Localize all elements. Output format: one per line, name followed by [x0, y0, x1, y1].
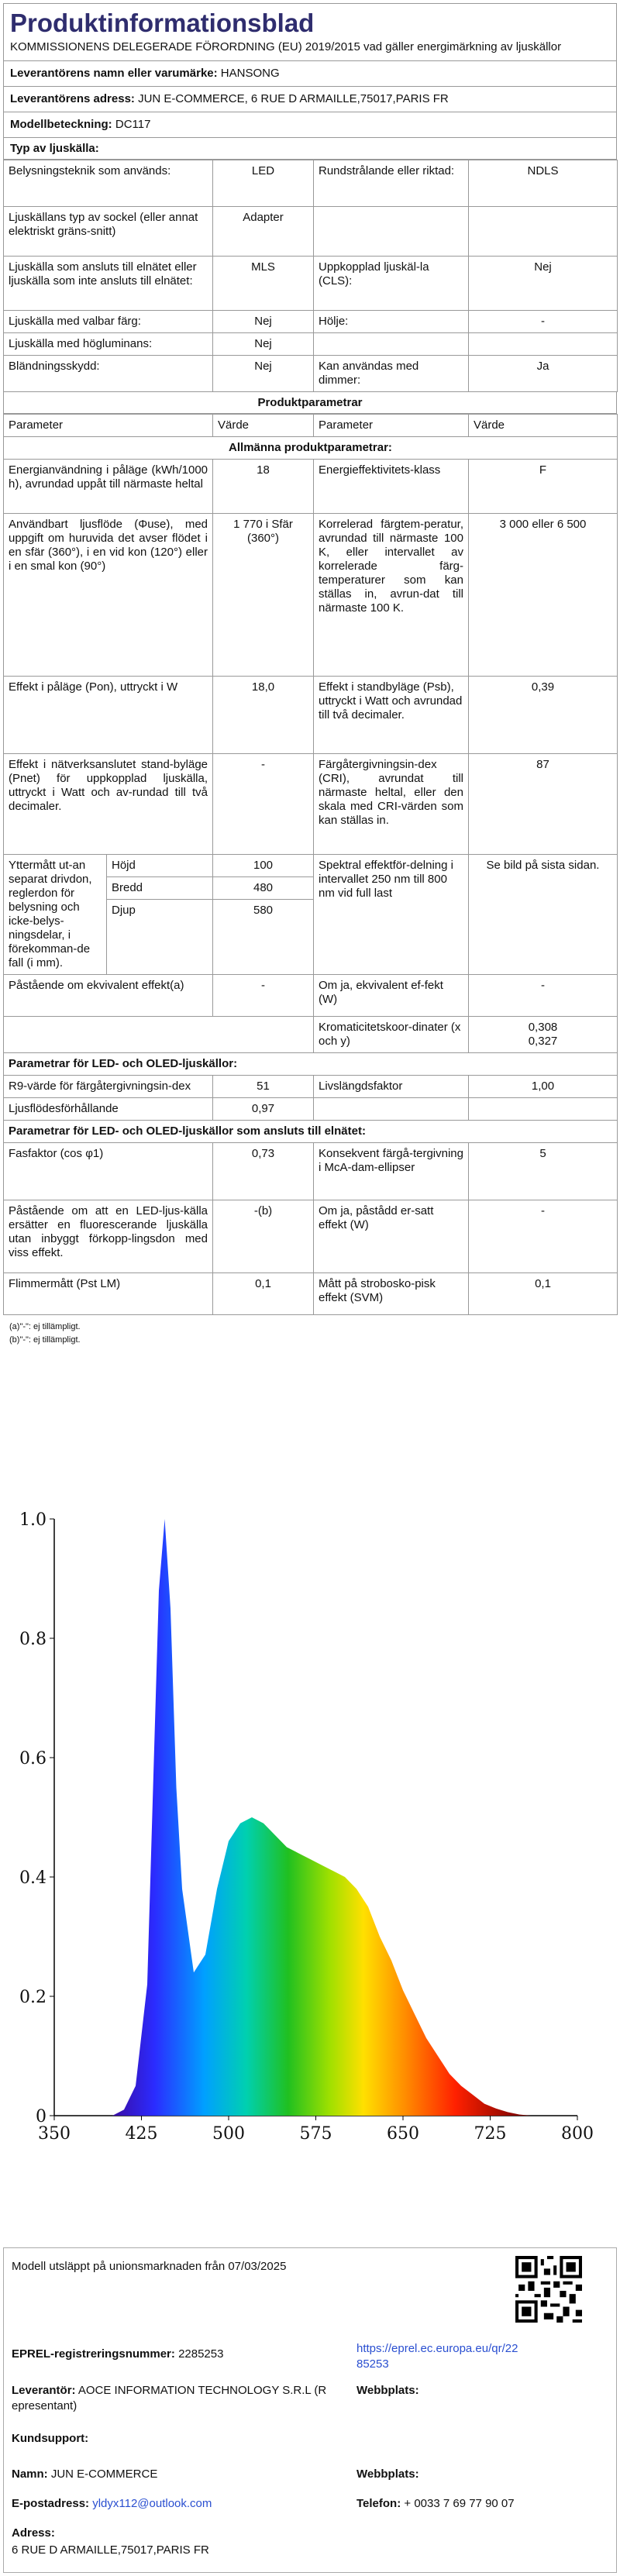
representative-label: Leverantör:	[12, 2384, 76, 2397]
cell: -(b)	[213, 1200, 314, 1273]
cell: Hölje:	[314, 311, 469, 333]
supplier-name: HANSONG	[220, 67, 280, 80]
cell: Nej	[213, 356, 314, 392]
phone-number: + 0033 7 69 77 90 07	[404, 2497, 515, 2510]
width-label: Bredd	[107, 877, 212, 900]
cell: MLS	[213, 257, 314, 311]
cell: Adapter	[213, 207, 314, 257]
cell	[469, 333, 618, 356]
supplier-contact-section	[3, 2247, 617, 2573]
model-row	[3, 112, 617, 138]
cell: -	[213, 975, 314, 1017]
cell: Påstående om att en LED-ljus-källa ersätter en fluorescerande ljuskälla utan inbyggt förkopp-lingsdon med viss effekt.	[4, 1200, 213, 1273]
params-title: Produktparametrar	[3, 392, 617, 414]
email-link[interactable]: yldyx112@outlook.com	[92, 2497, 212, 2510]
cell: Effekt i standbyläge (Psb), uttryckt i Watt och avrundad till två decimaler.	[314, 677, 469, 754]
cell: Energianvändning i påläge (kWh/1000 h), avrundad uppåt till närmaste heltal	[4, 460, 213, 514]
section-row	[4, 1121, 618, 1143]
footnote-a: (a)"-": ej tillämpligt.	[9, 1322, 81, 1331]
cell	[314, 1098, 469, 1121]
table-row	[4, 207, 618, 257]
cell	[469, 1017, 618, 1053]
table-row	[4, 1017, 618, 1053]
type-title: Typ av ljuskälla:	[3, 138, 617, 160]
cell: NDLS	[469, 160, 618, 207]
col-header: Värde	[469, 415, 618, 437]
cell: Belysningsteknik som används:	[4, 160, 213, 207]
cell	[314, 207, 469, 257]
y-tick-label: 0.2	[19, 1988, 46, 2007]
cell: Bländningsskydd:	[4, 356, 213, 392]
cell	[4, 1017, 213, 1053]
cell: Livslängdsfaktor	[314, 1076, 469, 1098]
cell: Ljuskälla med valbar färg:	[4, 311, 213, 333]
dimensions-cell	[4, 855, 213, 975]
cell: Ljusflödesförhållande	[4, 1098, 213, 1121]
cell: 0,73	[213, 1143, 314, 1200]
header	[3, 3, 617, 61]
cell: Ljuskällans typ av sockel (eller annat elektriskt gräns-snitt)	[4, 207, 213, 257]
support-name-label: Namn:	[12, 2468, 48, 2481]
cell	[469, 1098, 618, 1121]
model-label: Modellbeteckning:	[10, 118, 112, 131]
eprel-number: 2285253	[178, 2347, 224, 2361]
x-tick-label: 650	[387, 2124, 419, 2144]
supplier-name-label: Leverantörens namn eller varumärke:	[10, 67, 218, 80]
table-row	[4, 677, 618, 754]
website-label-2: Webbplats:	[356, 2468, 419, 2481]
customer-support-label: Kundsupport:	[12, 2432, 89, 2445]
supplier-name-row	[3, 61, 617, 87]
table-row	[4, 311, 618, 333]
cell: Se bild på sista sidan.	[469, 855, 618, 975]
info-sheet	[3, 3, 617, 1346]
params-table	[3, 414, 618, 1315]
x-tick-label: 725	[474, 2124, 507, 2144]
table-row	[4, 333, 618, 356]
table-row	[4, 460, 618, 514]
x-tick-label: 575	[299, 2124, 332, 2144]
section-row	[4, 1053, 618, 1076]
cell: Om ja, påstådd er-satt effekt (W)	[314, 1200, 469, 1273]
cell: 1 770 i Sfär (360°)	[213, 514, 314, 677]
cell: -	[213, 754, 314, 855]
col-header: Värde	[213, 415, 314, 437]
cell: Mått på strobosko-pisk effekt (SVM)	[314, 1273, 469, 1315]
cell: R9-värde för färgåtergivningsin-dex	[4, 1076, 213, 1098]
page-title: Produktinformationsblad	[10, 9, 315, 37]
table-row	[4, 160, 618, 207]
support-name-row	[12, 2467, 157, 2482]
representative-name: AOCE INFORMATION TECHNOLOGY S.R.L (R epresentant)	[12, 2384, 327, 2412]
cell: -	[469, 975, 618, 1017]
cell: Kromaticitetskoor-dinater (x och y)	[314, 1017, 469, 1053]
cell: Nej	[469, 257, 618, 311]
cell: 87	[469, 754, 618, 855]
x-tick-label: 500	[212, 2124, 245, 2144]
cell: Färgåtergivningsin-dex (CRI), avrundat till närmaste heltal, eller den skala med CRI-värden som kan ställas in.	[314, 754, 469, 855]
y-tick-label: 1.0	[19, 1510, 46, 1530]
table-row	[4, 257, 618, 311]
regulation-subtitle: KOMMISSIONENS DELEGERADE FÖRORDNING (EU) 2019/2015 vad gäller energimärkning av ljuskällor	[10, 40, 562, 53]
cell: Användbart ljusflöde (Φuse), med uppgift om huruvida det avser flödet i en sfär (360°), i en vid kon (120°) eller i en smal kon (90°)	[4, 514, 213, 677]
cell: Ljuskälla som ansluts till elnätet eller ljuskälla som inte ansluts till elnätet:	[4, 257, 213, 311]
footnote-b: (b)"-": ej tillämpligt.	[9, 1335, 81, 1345]
cell: 3 000 eller 6 500	[469, 514, 618, 677]
cell: Nej	[213, 333, 314, 356]
chroma-y: 0,327	[528, 1035, 558, 1048]
cell	[213, 1017, 314, 1053]
x-tick-label: 800	[561, 2124, 594, 2144]
cell: 1,00	[469, 1076, 618, 1098]
cell: 18,0	[213, 677, 314, 754]
cell: Ja	[469, 356, 618, 392]
cell: 5	[469, 1143, 618, 1200]
cell: Effekt i påläge (Pon), uttryckt i W	[4, 677, 213, 754]
supplier-address: JUN E-COMMERCE, 6 RUE D ARMAILLE,75017,PARIS FR	[138, 92, 449, 105]
dimensions-label: Yttermått ut-an separat drivdon, reglerdon för belysning och icke-belys-ningsdelar, i förekomman-de fall (i mm).	[4, 855, 107, 974]
phone-row	[356, 2496, 515, 2512]
table-header-row	[4, 415, 618, 437]
address-value: 6 RUE D ARMAILLE,75017,PARIS FR	[12, 2543, 209, 2557]
width-value: 480	[213, 877, 313, 900]
table-row	[4, 1273, 618, 1315]
email-row	[12, 2496, 212, 2512]
cell: -	[469, 1200, 618, 1273]
representative-row	[12, 2383, 337, 2414]
table-row	[4, 356, 618, 392]
cell: Rundstrålande eller riktad:	[314, 160, 469, 207]
chroma-x: 0,308	[528, 1021, 558, 1034]
depth-value: 580	[253, 904, 274, 917]
dimensions-row	[4, 855, 618, 975]
website-label: Webbplats:	[356, 2384, 419, 2397]
cell: LED	[213, 160, 314, 207]
cell: Effekt i nätverksanslutet stand-byläge (Pnet) för uppkopplad ljuskälla, uttryckt i Watt och av-rundad till två decimaler.	[4, 754, 213, 855]
cell: Kan användas med dimmer:	[314, 356, 469, 392]
table-row	[4, 514, 618, 677]
released-text: Modell utsläppt på unionsmarknaden från 07/03/2025	[12, 2260, 287, 2273]
cell: -	[469, 311, 618, 333]
x-tick-label: 350	[38, 2124, 71, 2144]
cell: Uppkopplad ljuskäl-la (CLS):	[314, 257, 469, 311]
cell: 0,1	[213, 1273, 314, 1315]
table-row	[4, 1098, 618, 1121]
x-tick-label: 425	[125, 2124, 158, 2144]
cell: Konsekvent färgå-tergivning i McA-dam-ellipser	[314, 1143, 469, 1200]
section-title: Allmänna produktparametrar:	[4, 437, 618, 460]
cell: 0,39	[469, 677, 618, 754]
cell: Fasfaktor (cos φ1)	[4, 1143, 213, 1200]
address-label: Adress:	[12, 2526, 55, 2540]
supplier-address-label: Leverantörens adress:	[10, 92, 135, 105]
supplier-address-row	[3, 87, 617, 112]
qr-code-icon	[515, 2256, 582, 2323]
section-title: Parametrar för LED- och OLED-ljuskällor som ansluts till elnätet:	[4, 1121, 618, 1143]
email-label: E-postadress:	[12, 2497, 90, 2510]
spectrum-chart	[0, 1503, 620, 2240]
cell	[469, 207, 618, 257]
cell: Flimmermått (Pst LM)	[4, 1273, 213, 1315]
cell: Energieffektivitets-klass	[314, 460, 469, 514]
col-header: Parameter	[4, 415, 213, 437]
y-tick-label: 0.4	[19, 1868, 46, 1888]
table-row	[4, 1076, 618, 1098]
eprel-row	[12, 2347, 223, 2362]
cell: 0,1	[469, 1273, 618, 1315]
y-tick-label: 0.8	[19, 1630, 46, 1649]
depth-label: Djup	[112, 904, 136, 917]
cell: Ljuskälla med högluminans:	[4, 333, 213, 356]
table-row	[4, 1200, 618, 1273]
cell: Om ja, ekvivalent ef-fekt (W)	[314, 975, 469, 1017]
cell: Påstående om ekvivalent effekt(a)	[4, 975, 213, 1017]
section-row	[4, 437, 618, 460]
spectrum-area	[112, 1519, 531, 2116]
table-row	[4, 1143, 618, 1200]
y-tick-label: 0	[36, 2107, 46, 2127]
cell: Korrelerad färgtem-peratur, avrundad till närmaste 100 K, eller intervallet av korrelerade färg-temperaturer som kan ställas in, avrun-dat till närmaste 100 K.	[314, 514, 469, 677]
cell	[314, 333, 469, 356]
model-value: DC117	[115, 118, 151, 131]
table-row	[4, 754, 618, 855]
dimension-values	[213, 855, 314, 975]
type-table	[3, 160, 618, 392]
y-tick-label: 0.6	[19, 1749, 46, 1768]
section-title: Parametrar för LED- och OLED-ljuskällor:	[4, 1053, 618, 1076]
phone-label: Telefon:	[356, 2497, 401, 2510]
cell: F	[469, 460, 618, 514]
cell: Spektral effektför-delning i intervallet 250 nm till 800 nm vid full last	[314, 855, 469, 975]
col-header: Parameter	[314, 415, 469, 437]
cell: Nej	[213, 311, 314, 333]
height-value: 100	[213, 855, 313, 877]
table-row	[4, 975, 618, 1017]
cell: 51	[213, 1076, 314, 1098]
eprel-link[interactable]: https://eprel.ec.europa.eu/qr/2285253	[356, 2342, 518, 2371]
cell: 0,97	[213, 1098, 314, 1121]
dimension-names	[107, 855, 212, 974]
eprel-label: EPREL-registreringsnummer:	[12, 2347, 175, 2361]
support-name: JUN E-COMMERCE	[50, 2468, 158, 2481]
cell: 18	[213, 460, 314, 514]
height-label: Höjd	[107, 855, 212, 877]
